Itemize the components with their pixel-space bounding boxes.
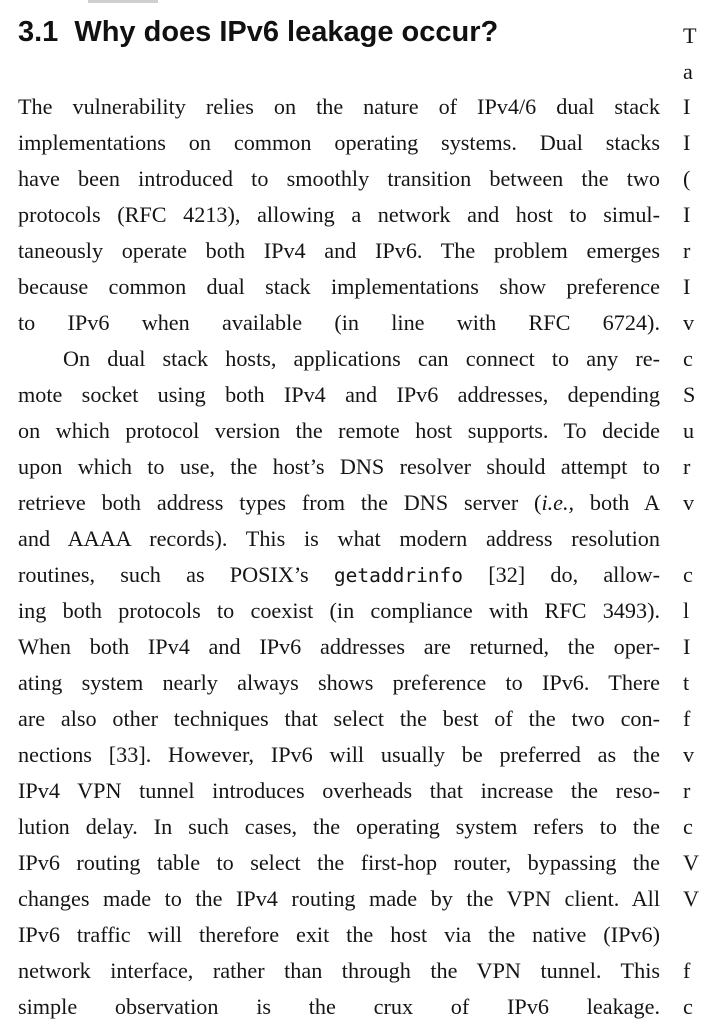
text-line: The vulnerability relies on the nature of IPv4/6 dual stack xyxy=(18,94,660,119)
top-divider xyxy=(88,0,158,3)
adjacent-column-glyph: c xyxy=(683,346,693,371)
text-line: On dual stack hosts, applications can connect to any re- xyxy=(63,346,660,371)
text-line: simple observation is the crux of IPv6 leakage. xyxy=(18,994,660,1019)
adjacent-column-glyph: I xyxy=(683,94,691,119)
adjacent-column-glyph: v xyxy=(683,310,695,335)
adjacent-column-glyph xyxy=(683,521,699,557)
text-line: because common dual stack implementations show preference xyxy=(18,274,660,299)
adjacent-column-glyph xyxy=(683,917,699,953)
text-line: IPv4 VPN tunnel introduces overheads that increase the reso- xyxy=(18,778,660,803)
text-line: ing both protocols to coexist (in compliance with RFC 3493). xyxy=(18,598,660,623)
adjacent-column-glyph: r xyxy=(683,454,691,479)
text-line: and AAAA records). This is what modern address resolution xyxy=(18,526,660,551)
adjacent-column-glyph: c xyxy=(683,814,693,839)
text-line: IPv6 traffic will therefore exit the host via the native (IPv6) xyxy=(18,922,660,947)
text-line: have been introduced to smoothly transition between the two xyxy=(18,166,660,191)
adjacent-column-glyph: v xyxy=(683,490,695,515)
adjacent-column-top xyxy=(683,18,697,90)
text-line: implementations on common operating systems. Dual stacks xyxy=(18,130,660,155)
adjacent-column-glyph: I xyxy=(683,634,691,659)
text-segment: both A xyxy=(574,490,661,515)
text-line: nections [33]. However, IPv6 will usually be preferred as the xyxy=(18,742,660,767)
adjacent-column-glyph: S xyxy=(683,382,696,407)
adjacent-column-glyph: V xyxy=(683,886,700,911)
adjacent-column-glyph: r xyxy=(683,778,691,803)
text-line: lution delay. In such cases, the operating system refers to the xyxy=(18,814,660,839)
text-line: protocols (RFC 4213), allowing a network and host to simul- xyxy=(18,202,660,227)
adjacent-column-glyph: a xyxy=(683,59,693,84)
paragraph-1 xyxy=(18,89,660,341)
section-number: 3.1 xyxy=(18,16,59,48)
paragraph-2 xyxy=(18,341,660,1025)
inline-code: getaddrinfo xyxy=(333,564,464,587)
text-line: mote socket using both IPv4 and IPv6 addresses, depending xyxy=(18,382,660,407)
adjacent-column-glyph: f xyxy=(683,706,691,731)
adjacent-column-lines xyxy=(683,89,699,1025)
adjacent-column-glyph: t xyxy=(683,670,690,695)
text-line: When both IPv4 and IPv6 addresses are returned, the oper- xyxy=(18,634,660,659)
text-line xyxy=(18,485,660,521)
adjacent-column-glyph: I xyxy=(683,274,691,299)
adjacent-column-glyph: l xyxy=(683,598,690,623)
section-title: Why does IPv6 leakage occur? xyxy=(74,16,499,48)
body-text-column xyxy=(18,89,660,1025)
adjacent-column-glyph: V xyxy=(683,850,700,875)
section-heading xyxy=(18,12,498,52)
text-line: are also other techniques that select the best of the two con- xyxy=(18,706,660,731)
text-line: taneously operate both IPv4 and IPv6. The problem emerges xyxy=(18,238,660,263)
text-line: to IPv6 when available (in line with RFC 6724). xyxy=(18,310,660,335)
adjacent-column-glyph: I xyxy=(683,130,691,155)
text-segment: [32] do, allow- xyxy=(463,562,661,587)
text-line xyxy=(18,557,660,593)
adjacent-column-glyph: r xyxy=(683,238,691,263)
text-line: changes made to the IPv4 routing made by the VPN client. All xyxy=(18,886,660,911)
adjacent-column-glyph: v xyxy=(683,742,695,767)
text-segment: routines, such as POSIX’s xyxy=(18,562,334,587)
adjacent-column-glyph: ( xyxy=(683,166,691,191)
text-segment: retrieve both address types from the DNS server ( xyxy=(18,490,542,515)
adjacent-column-glyph: u xyxy=(683,418,695,443)
text-line: network interface, rather than through the VPN tunnel. This xyxy=(18,958,660,983)
italic-abbreviation: i.e., xyxy=(541,490,575,515)
adjacent-column-glyph: T xyxy=(683,23,697,48)
adjacent-column-glyph: I xyxy=(683,202,691,227)
text-line: IPv6 routing table to select the first-hop router, bypassing the xyxy=(18,850,660,875)
text-line: ating system nearly always shows preference to IPv6. There xyxy=(18,670,660,695)
text-line: upon which to use, the host’s DNS resolver should attempt to xyxy=(18,454,660,479)
text-line: on which protocol version the remote host supports. To decide xyxy=(18,418,660,443)
adjacent-column-glyph: c xyxy=(683,562,693,587)
adjacent-column-glyph: f xyxy=(683,958,691,983)
adjacent-column-glyph: c xyxy=(683,994,693,1019)
